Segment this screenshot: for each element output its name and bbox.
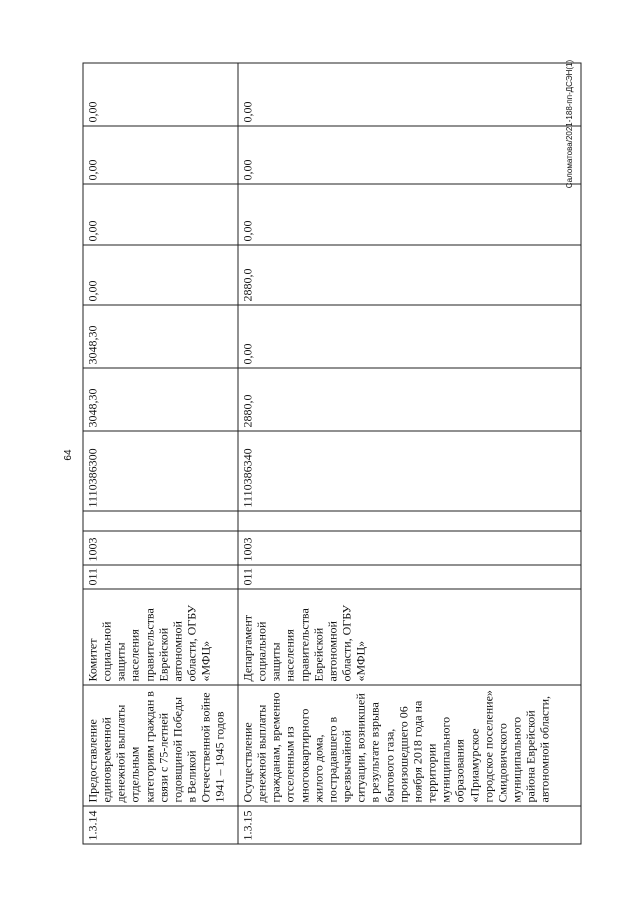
measure-executor: Департамент социальной защиты населения правительства Еврейской автономной области, ОГБУ «МФЦ» bbox=[238, 589, 581, 685]
value-total: 2880,0 bbox=[238, 368, 581, 431]
program-measures-table bbox=[82, 63, 581, 845]
value-year-2: 2880,0 bbox=[238, 245, 581, 305]
value-year-2: 0,00 bbox=[83, 245, 238, 305]
program-measures-table-rotated bbox=[82, 63, 587, 845]
value-year-1: 3048,30 bbox=[83, 305, 238, 368]
value-year-5: 0,00 bbox=[238, 63, 581, 126]
grbs-code: 011 bbox=[238, 565, 581, 589]
value-year-4: 0,00 bbox=[83, 126, 238, 184]
value-year-4: 0,00 bbox=[238, 126, 581, 184]
csr-code: 1110386300 bbox=[83, 431, 238, 511]
grbs-code: 011 bbox=[83, 565, 238, 589]
rzpr-code: 1003 bbox=[83, 531, 238, 565]
measure-number: 1.3.14 bbox=[83, 806, 238, 844]
empty-cell bbox=[83, 511, 238, 531]
value-year-3: 0,00 bbox=[238, 184, 581, 245]
rzpr-code: 1003 bbox=[238, 531, 581, 565]
measure-executor: Комитет социальной защиты населения правительства Еврейской автономной области, ОГБУ «МФЦ» bbox=[83, 589, 238, 685]
table-row bbox=[83, 63, 238, 844]
measure-number: 1.3.15 bbox=[238, 806, 581, 844]
value-year-3: 0,00 bbox=[83, 184, 238, 245]
measure-name: Предоставление единовременной денежной выплаты отдельным категориям граждан в связи с 75-летней годовщиной Победы в Великой Отечественной войне 1941 – 1945 годов bbox=[83, 685, 238, 806]
csr-code: 1110386340 bbox=[238, 431, 581, 511]
value-total: 3048,30 bbox=[83, 368, 238, 431]
value-year-5: 0,00 bbox=[83, 63, 238, 126]
document-footer-code: Саломатова/2021-188-пп-ДСЭН(1) bbox=[565, 59, 574, 189]
page-number: 64 bbox=[63, 449, 74, 461]
empty-cell bbox=[238, 511, 581, 531]
table-row bbox=[238, 63, 581, 844]
measure-name: Осуществление денежной выплаты гражданам, временно отселенным из многоквартирного жилого дома, пострадавшего в чрезвычайной ситуации, возникшей в результате взрыва бытового газа, произошедшего 06 ноября 2018 года на территории муниципального образования «Приамурское городское поселение» Смидовичского муниципального района Еврейской автономной области, bbox=[238, 685, 581, 806]
value-year-1: 0,00 bbox=[238, 305, 581, 368]
